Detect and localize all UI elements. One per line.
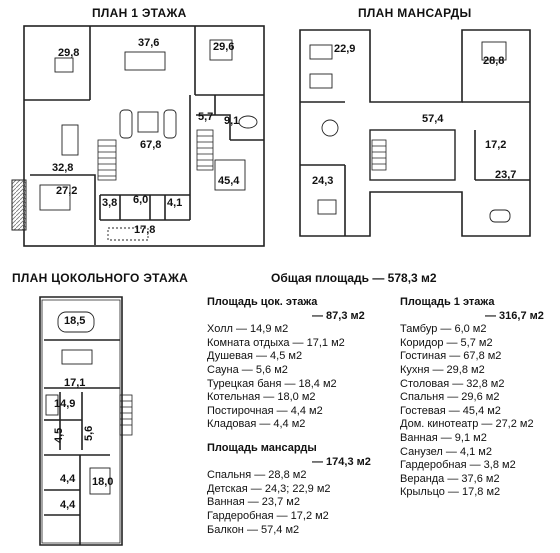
room-area-label: 4,4: [60, 499, 76, 511]
area-list-item: Постирочная — 4,4 м2: [207, 404, 323, 417]
attic-area-list: [207, 469, 371, 537]
area-list-item: Коридор — 5,7 м2: [400, 336, 493, 349]
basement-plan: [40, 297, 132, 545]
basement-plan-title: ПЛАН ЦОКОЛЬНОГО ЭТАЖА: [12, 271, 189, 285]
area-list-item: Турецкая баня — 18,4 м2: [207, 377, 337, 390]
basement-area-title: Площадь цок. этажа: [207, 296, 318, 308]
area-list-item: Кухня — 29,8 м2: [400, 363, 485, 376]
area-list-item: Гостиная — 67,8 м2: [400, 350, 502, 363]
room-area-label: 24,3: [312, 175, 334, 187]
room-area-label: 17,2: [485, 139, 507, 151]
room-area-label: 5,7: [198, 111, 214, 123]
area-list-item: Ванная — 9,1 м2: [400, 431, 487, 444]
room-area-label: 4,1: [167, 197, 183, 209]
area-list-item: Кладовая — 4,4 м2: [207, 418, 306, 431]
room-area-label: 45,4: [218, 175, 240, 187]
area-list-item: Сауна — 5,6 м2: [207, 363, 288, 376]
room-area-label: 67,8: [140, 139, 162, 151]
area-list-item: Котельная — 18,0 м2: [207, 391, 316, 404]
area-list-item: Спальня — 29,6 м2: [400, 391, 500, 404]
room-area-label: 9,1: [224, 115, 240, 127]
room-area-label: 29,6: [213, 41, 235, 53]
area-list-item: Санузел — 4,1 м2: [400, 445, 492, 458]
room-area-label: 5,6: [83, 425, 95, 441]
area-list-item: Веранда — 37,6 м2: [400, 472, 500, 485]
basement-room-labels: [53, 315, 113, 511]
attic-plan-title: ПЛАН МАНСАРДЫ: [358, 6, 472, 20]
room-area-label: 37,6: [138, 37, 160, 49]
attic-area-title: Площадь мансарды: [207, 442, 317, 454]
room-area-label: 6,0: [133, 194, 149, 206]
area-list-item: Дом. кинотеатр — 27,2 м2: [400, 418, 534, 431]
total-area: Общая площадь — 578,3 м2: [271, 271, 437, 285]
area-list-item: Детская — 24,3; 22,9 м2: [207, 482, 331, 495]
room-area-label: 23,7: [495, 169, 517, 181]
attic-area-total: — 174,3 м2: [312, 455, 371, 468]
area-list-item: Гостевая — 45,4 м2: [400, 404, 501, 417]
area-list-item: Комната отдыха — 17,1 м2: [207, 336, 345, 349]
room-area-label: 29,8: [58, 47, 80, 59]
basement-area-block: [207, 296, 365, 432]
room-area-label: 4,4: [60, 473, 76, 485]
floor1-plan-title: ПЛАН 1 ЭТАЖА: [92, 6, 187, 20]
basement-area-list: [207, 323, 365, 432]
floor1-room-labels: [52, 37, 240, 236]
room-area-label: 32,8: [52, 162, 74, 174]
floor1-area-total: — 316,7 м2: [485, 309, 544, 322]
floor1-area-block: [400, 296, 544, 500]
attic-area-block: [207, 442, 371, 537]
floor1-area-title: Площадь 1 этажа: [400, 296, 495, 308]
floor1-area-list: [400, 323, 544, 500]
room-area-label: 14,9: [54, 398, 76, 410]
floor1-plan: [12, 26, 264, 246]
area-list-item: Холл — 14,9 м2: [207, 323, 289, 336]
room-area-label: 57,4: [422, 113, 444, 125]
area-list-item: Душевая — 4,5 м2: [207, 350, 303, 363]
area-list-item: Ванная — 23,7 м2: [207, 496, 300, 509]
area-list-item: Столовая — 32,8 м2: [400, 377, 505, 390]
room-area-label: 17,8: [134, 224, 156, 236]
room-area-label: 4,5: [53, 427, 65, 443]
room-area-label: 3,8: [102, 197, 118, 209]
area-list-item: Крыльцо — 17,8 м2: [400, 486, 501, 499]
room-area-label: 27,2: [56, 185, 78, 197]
basement-area-total: — 87,3 м2: [312, 309, 365, 322]
area-list-item: Гардеробная — 17,2 м2: [207, 509, 329, 522]
area-list-item: Тамбур — 6,0 м2: [400, 323, 487, 336]
area-list-item: Гардеробная — 3,8 м2: [400, 459, 516, 472]
room-area-label: 17,1: [64, 377, 86, 389]
area-list-item: Спальня — 28,8 м2: [207, 469, 307, 482]
room-area-label: 18,5: [64, 315, 86, 327]
room-area-label: 28,8: [483, 55, 505, 67]
room-area-label: 18,0: [92, 476, 114, 488]
area-list-item: Балкон — 57,4 м2: [207, 523, 300, 536]
room-area-label: 22,9: [334, 43, 356, 55]
